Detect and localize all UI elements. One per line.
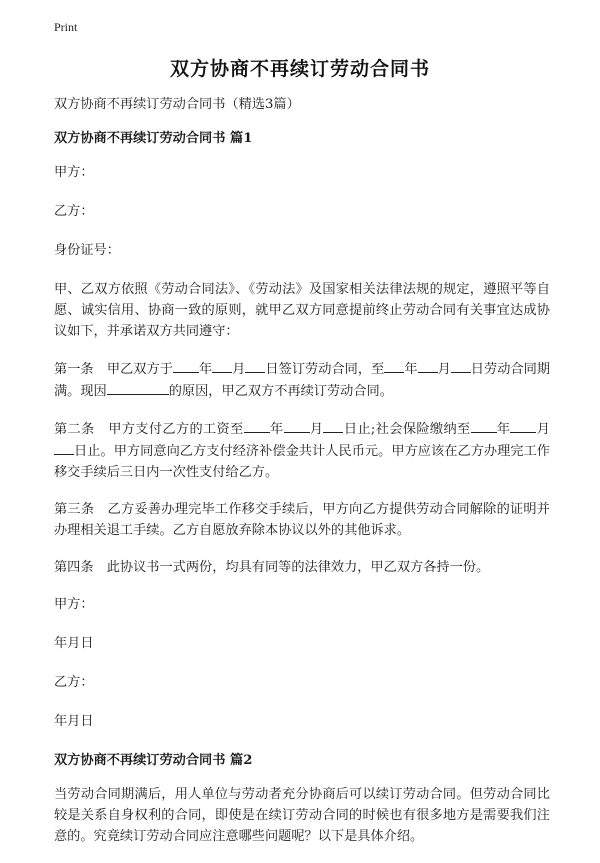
part2-intro-paragraph: 当劳动合同期满后，用人单位与劳动者充分协商后可以续订劳动合同。但劳动合同比较是关系自身权利的合同，即使是在续订劳动合同的时候也有很多地方是需要我们注意的。究竟续订劳动合同应注意哪些问题呢？以下是具体介绍。 (54, 787, 550, 844)
article-2-text: 日止;社会保险缴纳至 (343, 422, 471, 437)
article-2-text: 年 (496, 422, 511, 437)
print-label[interactable]: Print (54, 20, 78, 34)
document-subtitle: 双方协商不再续订劳动合同书（精选3篇） (54, 97, 300, 112)
article-1 (54, 358, 550, 402)
article-1-text: 年 (198, 362, 213, 377)
article-4: 第四条 此协议书一式两份，均具有同等的法律效力，甲乙双方各持一份。 (54, 560, 490, 575)
intro-paragraph: 甲、乙双方依照《劳动合同法》、《劳动法》及国家相关法律法规的规定，遵照平等自愿、诚实信用、协商一致的原则，就甲乙双方同意提前终止劳动合同有关事宜达成协议如下，并承诺双方共同遵守： (54, 282, 550, 339)
article-1-text: 日签订劳动合同，至 (265, 362, 385, 377)
blank-line (384, 358, 404, 373)
party-b-field: 乙方： (54, 204, 94, 219)
date-party-a: 年月日 (54, 636, 94, 651)
blank-line (212, 358, 232, 373)
blank-line (471, 418, 497, 433)
blank-line (173, 358, 199, 373)
article-1-text: 年 (404, 362, 418, 377)
article-2-text: 甲方支付乙方的工资至 (108, 422, 244, 437)
article-1-label: 第一条 (54, 362, 94, 377)
article-1-text: 日劳动合同期满。现因 (54, 362, 551, 399)
blank-line (451, 358, 471, 373)
article-2-text: 月 (309, 422, 324, 437)
article-2 (54, 418, 550, 483)
blank-line (244, 418, 270, 433)
signature-party-b: 乙方： (54, 675, 94, 690)
article-3: 第三条 乙方妥善办理完毕工作移交手续后，甲方向乙方提供劳动合同解除的证明并办理相关退工手续。乙方自愿放弃除本协议以外的其他诉求。 (54, 502, 550, 538)
id-number-field: 身份证号： (54, 243, 120, 258)
section-heading-2: 双方协商不再续订劳动合同书 篇2 (54, 753, 253, 768)
blank-line (510, 418, 536, 433)
article-1-text: 甲乙双方于 (106, 362, 173, 377)
article-1-text: 月 (232, 362, 246, 377)
article-1-text: 的原因，甲乙双方不再续订劳动合同。 (168, 384, 393, 399)
signature-party-a: 甲方： (54, 597, 94, 612)
article-2-label: 第二条 (54, 422, 95, 437)
date-party-b: 年月日 (54, 714, 94, 729)
article-2-text: 月 (536, 422, 550, 437)
article-1-text: 月 (437, 362, 451, 377)
document-body (54, 94, 550, 863)
blank-line (54, 440, 74, 455)
blank-line (323, 418, 343, 433)
blank-line (284, 418, 310, 433)
party-a-field: 甲方： (54, 165, 94, 180)
article-2-text: 日止。甲方同意向乙方支付经济补偿金共计人民币元。甲方应该在乙方办理完工作移交手续后三日内一次性支付给乙方。 (54, 444, 550, 480)
blank-line (245, 358, 265, 373)
section-heading-1: 双方协商不再续订劳动合同书 篇1 (54, 131, 253, 146)
blank-line (107, 380, 169, 395)
article-2-text: 年 (269, 422, 284, 437)
blank-line (418, 358, 438, 373)
document-title: 双方协商不再续订劳动合同书 (169, 58, 430, 80)
